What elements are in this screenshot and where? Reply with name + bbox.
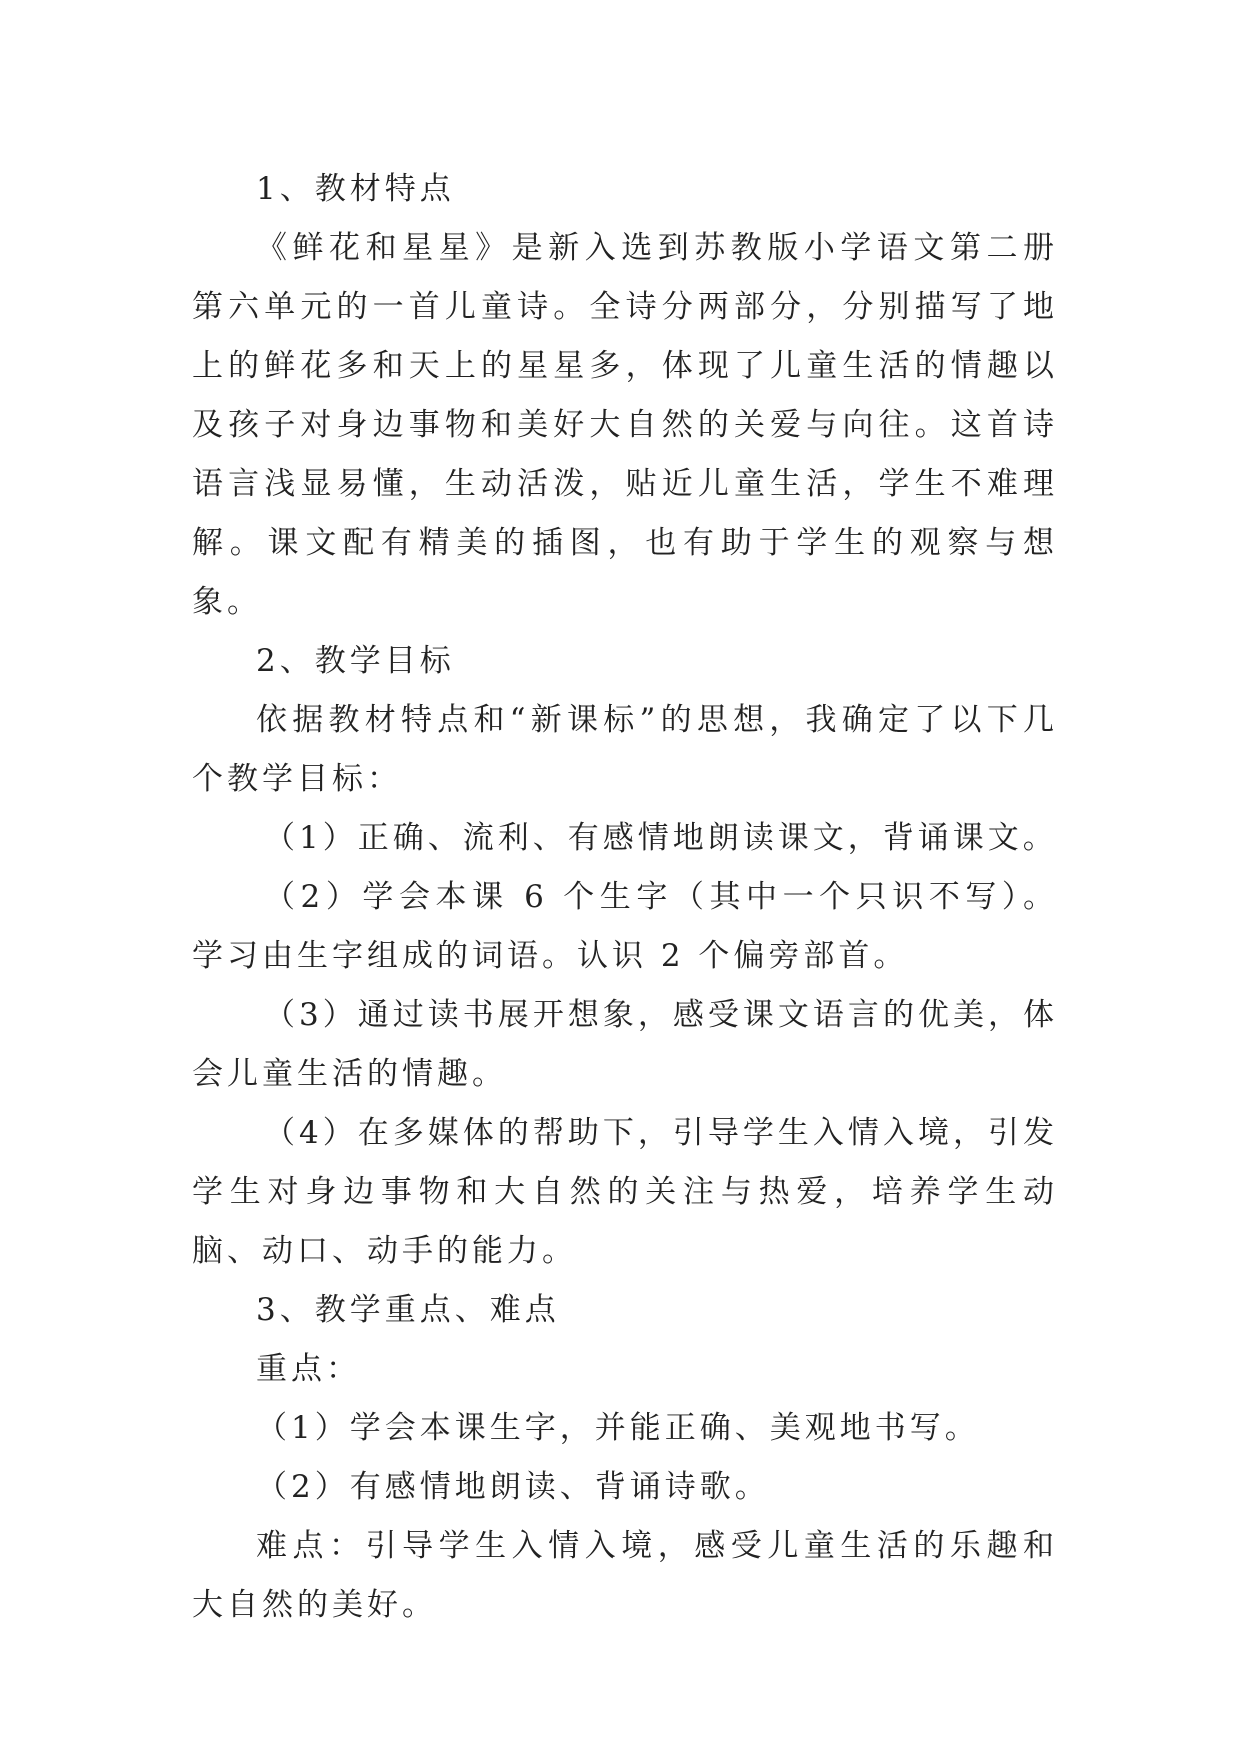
- paragraph-goals-intro: 依据教材特点和“新课标”的思想，我确定了以下几个教学目标：: [192, 702, 1058, 797]
- goal-item-2: （2）学会本课 6 个生字（其中一个只识不写）。学习由生字组成的词语。认识 2 个偏旁部首。: [192, 879, 1058, 974]
- section-heading-goals: 2、教学目标: [256, 643, 455, 679]
- section-heading-key-points: 3、教学重点、难点: [256, 1292, 560, 1328]
- section-heading-materials: 1、教材特点: [256, 171, 455, 207]
- key-point-item-2: （2）有感情地朗读、背诵诗歌。: [256, 1469, 770, 1505]
- difficulty-paragraph: 难点：引导学生入情入境，感受儿童生活的乐趣和大自然的美好。: [192, 1528, 1058, 1623]
- goal-item-3: （3）通过读书展开想象，感受课文语言的优美，体会儿童生活的情趣。: [192, 997, 1058, 1092]
- goal-item-4: （4）在多媒体的帮助下，引导学生入情入境，引发学生对身边事物和大自然的关注与热爱，培养学生动脑、动口、动手的能力。: [192, 1115, 1058, 1269]
- paragraph-materials: 《鲜花和星星》是新入选到苏教版小学语文第二册第六单元的一首儿童诗。全诗分两部分，分别描写了地上的鲜花多和天上的星星多，体现了儿童生活的情趣以及孩子对身边事物和美好大自然的关爱与向往。这首诗语言浅显易懂，生动活泼，贴近儿童生活，学生不难理解。课文配有精美的插图，也有助于学生的观察与想象。: [192, 230, 1058, 620]
- key-point-item-1: （1）学会本课生字，并能正确、美观地书写。: [256, 1410, 980, 1446]
- document-body: [192, 160, 1058, 1635]
- key-points-label: 重点：: [256, 1351, 361, 1387]
- goal-item-1: （1）正确、流利、有感情地朗读课文，背诵课文。: [264, 820, 1058, 856]
